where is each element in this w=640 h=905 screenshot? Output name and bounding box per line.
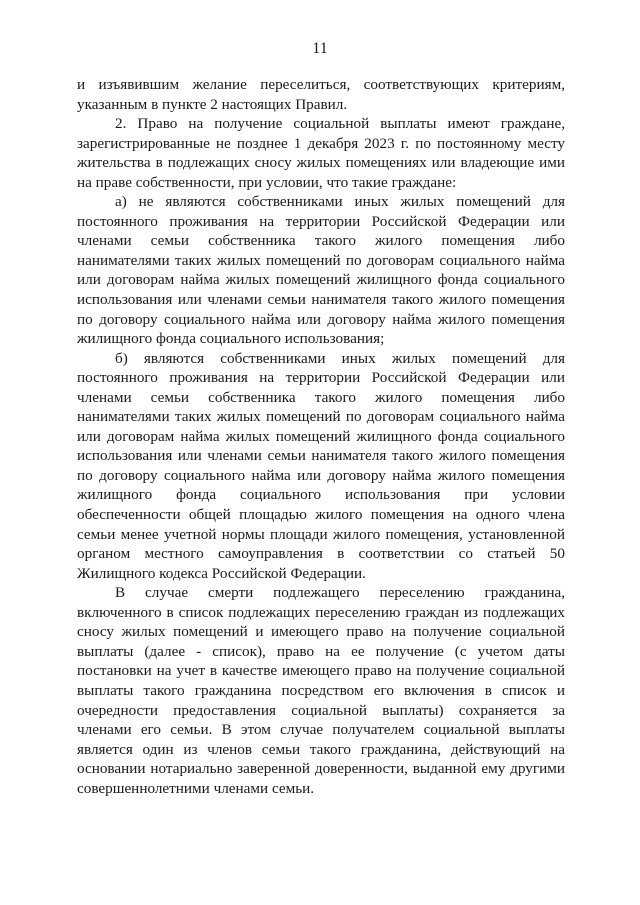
paragraph-continuation: и изъявившим желание переселиться, соответствующих критериям, указанным в пункте 2 настоящих Правил.	[77, 76, 565, 113]
paragraph-death-case: В случае смерти подлежащего переселению гражданина, включенного в список подлежащих переселению граждан из подлежащих сносу жилых помещений и имеющего право на получение социальной выплаты (далее - список), право на ее получение (с учетом даты постановки на учет в качестве имеющего право на получение социальной выплаты такого гражданина посредством его включения в список и очередности предоставления социальной выплаты) сохраняется за членами его семьи. В этом случае получателем социальной выплаты является один из членов семьи такого гражданина, действующий на основании нотариально заверенной доверенности, выданной ему другими совершеннолетними членами семьи.	[77, 584, 565, 797]
paragraph-subitem-b: б) являются собственниками иных жилых помещений для постоянного проживания на территории Российской Федерации или членами семьи собственника такого жилого помещения либо нанимателями таких жилых помещений по договорам социального найма или договорам найма жилых помещений жилищного фонда социального использования или членами семьи нанимателя такого жилого помещения по договору социального найма или договору найма жилого помещения жилищного фонда социального использования при условии обеспеченности общей площадью жилого помещения на одного члена семьи менее учетной нормы площади жилого помещения, установленной органом местного самоуправления в соответствии со статьей 50 Жилищного кодекса Российской Федерации.	[77, 349, 565, 582]
paragraph-item-2: 2. Право на получение социальной выплаты имеют граждане, зарегистрированные не позднее 1 декабря 2023 г. по постоянному месту жительства в подлежащих сносу жилых помещениях или владеющие ими на праве собственности, при условии, что такие граждане:	[77, 115, 565, 191]
page-number: 11	[312, 40, 328, 57]
paragraph-subitem-a: а) не являются собственниками иных жилых помещений для постоянного проживания на территории Российской Федерации или членами семьи собственника такого жилого помещения либо нанимателями таких жилых помещений по договорам социального найма или договорам найма жилых помещений жилищного фонда социального использования или членами семьи нанимателя такого жилого помещения по договору социального найма или договору найма жилого помещения жилищного фонда социального использования;	[77, 193, 565, 348]
document-body	[77, 75, 565, 798]
